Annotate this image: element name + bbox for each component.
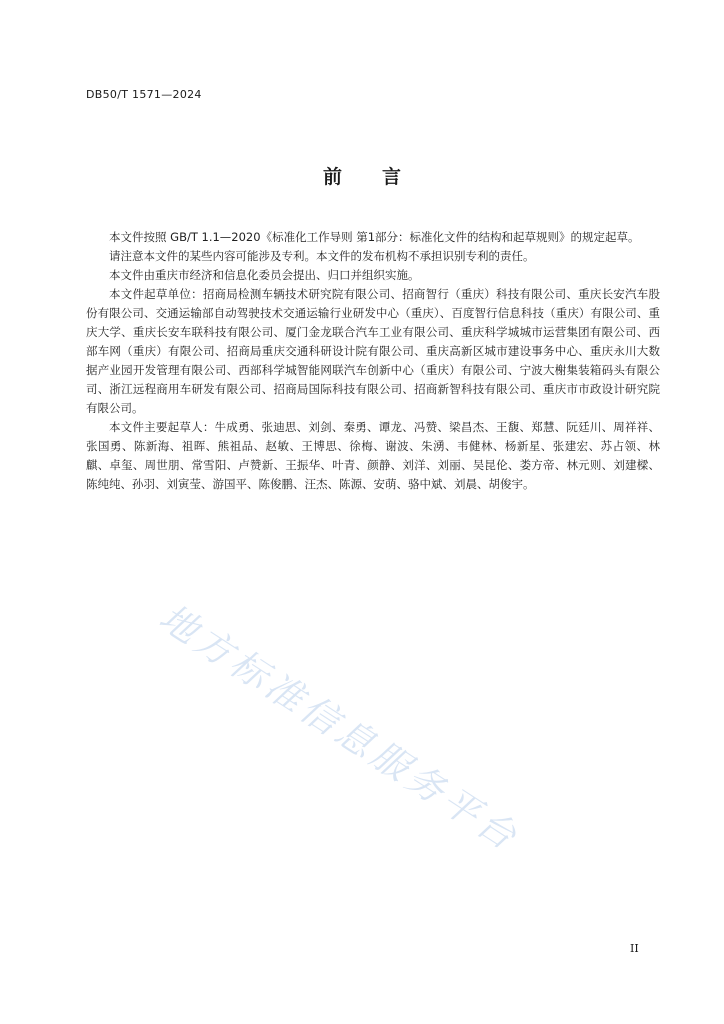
title-char-2: 言 (382, 166, 402, 188)
page-title (0, 162, 724, 189)
foreword-body (86, 228, 660, 494)
standard-code: DB50/T 1571—2024 (86, 88, 202, 101)
paragraph-drafting-units: 本文件起草单位：招商局检测车辆技术研究院有限公司、招商智行（重庆）科技有限公司、重庆长安汽车股份有限公司、交通运输部自动驾驶技术交通运输行业研发中心（重庆）、百度智行信息科技（重庆）有限公司、重庆大学、重庆长安车联科技有限公司、厦门金龙联合汽车工业有限公司、重庆科学城城市运营集团有限公司、西部车网（重庆）有限公司、招商局重庆交通科研设计院有限公司、重庆高新区城市建设事务中心、重庆永川大数据产业园开发管理有限公司、西部科学城智能网联汽车创新中心（重庆）有限公司、宁波大榭集装箱码头有限公司、浙江远程商用车研发有限公司、招商局国际科技有限公司、招商新智科技有限公司、重庆市市政设计研究院有限公司。 (86, 287, 660, 415)
watermark: 地方标准信息服务平台 (151, 595, 528, 861)
paragraph-drafters: 本文件主要起草人：牛成勇、张迪思、刘剑、秦勇、谭龙、冯赞、梁昌杰、王馥、郑慧、阮廷川、周祥祥、张国勇、陈新海、祖晖、熊祖品、赵敏、王博思、徐梅、谢波、朱湧、韦健林、杨新星、张建宏、苏占领、林麒、卓玺、周世朋、常雪阳、卢赞新、王振华、叶青、颜静、刘洋、刘丽、吴昆伦、娄方帝、林元则、刘建樑、陈纯纯、孙羽、刘寅莹、游国平、陈俊鹏、汪杰、陈源、安萌、骆中斌、刘晨、胡俊宇。 (86, 420, 660, 491)
paragraph-patent-notice: 请注意本文件的某些内容可能涉及专利。本文件的发布机构不承担识别专利的责任。 (109, 249, 535, 263)
paragraph-drafting-rules: 本文件按照 GB/T 1.1—2020《标准化工作导则 第1部分：标准化文件的结构和起草规则》的规定起草。 (109, 230, 640, 244)
title-char-1: 前 (322, 166, 342, 188)
page-number: II (630, 942, 639, 955)
paragraph-proposer: 本文件由重庆市经济和信息化委员会提出、归口并组织实施。 (109, 268, 420, 282)
